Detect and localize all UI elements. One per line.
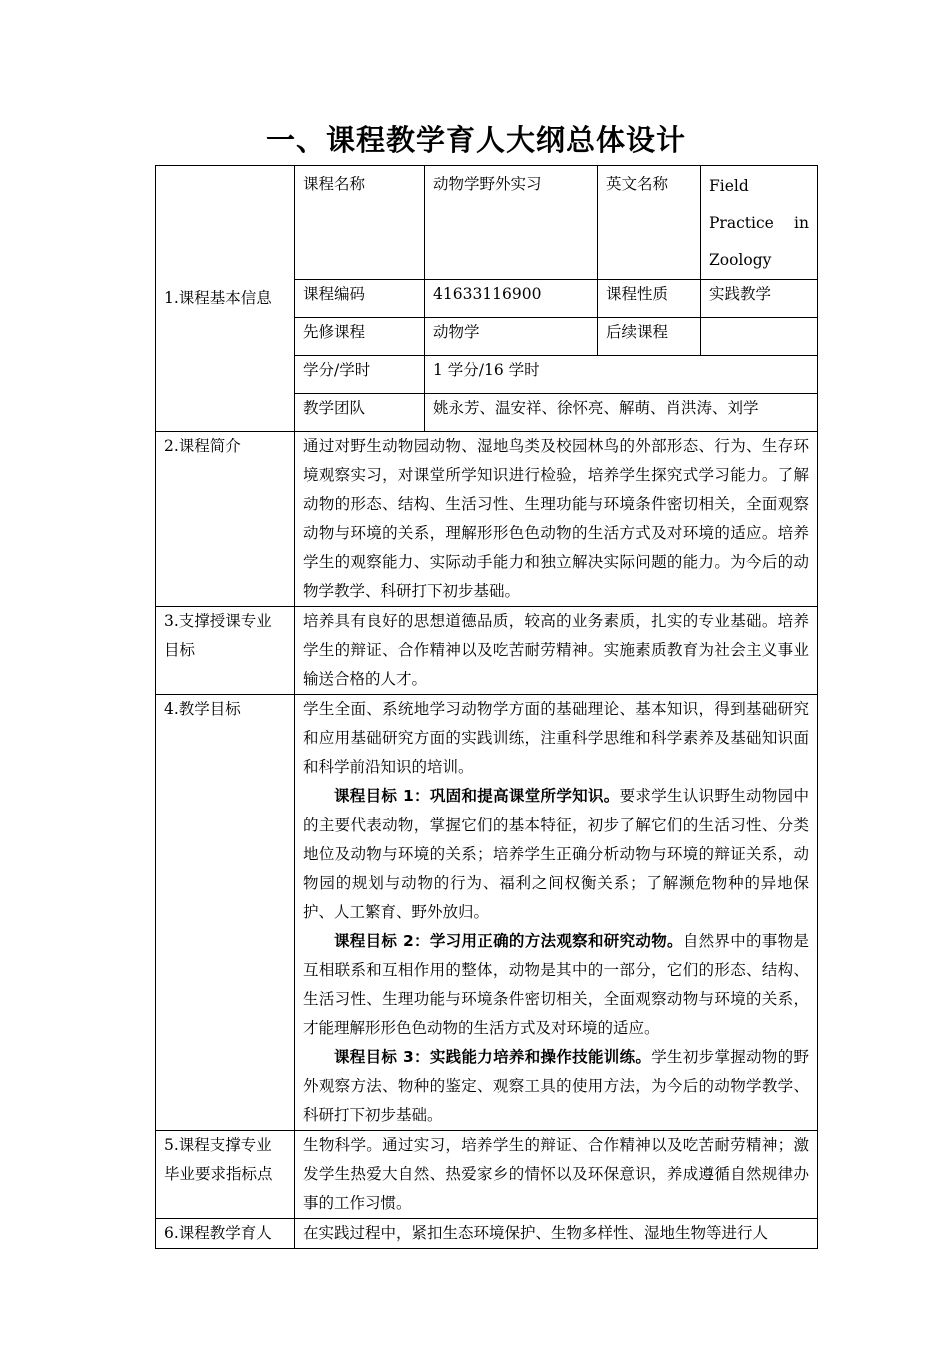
section-label-basic: 1.课程基本信息 bbox=[156, 166, 295, 432]
prereq-value: 动物学 bbox=[425, 318, 598, 356]
row-course-name bbox=[156, 166, 818, 280]
section-label-goals: 4.教学目标 bbox=[156, 695, 295, 1131]
goal-1-text: 要求学生认识野生动物园中的主要代表动物，掌握它们的基本特征，初步了解它们的生活习性、分类地位及动物与环境的关系；培养学生正确分析动物与环境的辩证关系，动物园的规划与动物的行为、福利之间权衡关系；了解濒危物种的异地保护、人工繁育、野外放归。 bbox=[303, 787, 809, 921]
goal-1 bbox=[303, 782, 809, 927]
goals-cell bbox=[295, 695, 818, 1131]
row-support bbox=[156, 607, 818, 695]
section-label-graduation: 5.课程支撑专业毕业要求指标点 bbox=[156, 1131, 295, 1219]
credits-label: 学分/学时 bbox=[295, 356, 425, 394]
goal-2-text: 自然界中的事物是互相联系和互相作用的整体，动物是其中的一部分，它们的形态、结构、生活习性、生理功能与环境条件密切相关，全面观察动物与环境的关系，才能理解形形色色动物的生活方式及对环境的适应。 bbox=[303, 932, 809, 1037]
followup-value bbox=[701, 318, 818, 356]
course-code-label: 课程编码 bbox=[295, 280, 425, 318]
course-nature-value: 实践教学 bbox=[701, 280, 818, 318]
syllabus-table bbox=[155, 165, 818, 1249]
goal-3-title: 课程目标 3：实践能力培养和操作技能训练。 bbox=[334, 1048, 652, 1066]
english-name-value: Field Practice in Zoology bbox=[701, 166, 818, 280]
english-name-label: 英文名称 bbox=[598, 166, 701, 280]
row-intro bbox=[156, 432, 818, 607]
support-text: 培养具有良好的思想道德品质，较高的业务素质，扎实的专业基础。培养学生的辩证、合作精神以及吃苦耐劳精神。实施素质教育为社会主义事业输送合格的人才。 bbox=[295, 607, 818, 695]
prereq-label: 先修课程 bbox=[295, 318, 425, 356]
course-code-value: 41633116900 bbox=[425, 280, 598, 318]
goal-2 bbox=[303, 927, 809, 1043]
course-nature-label: 课程性质 bbox=[598, 280, 701, 318]
team-value: 姚永芳、温安祥、徐怀亮、解萌、肖洪涛、刘学 bbox=[425, 394, 818, 432]
section-label-support: 3.支撑授课专业目标 bbox=[156, 607, 295, 695]
goal-2-title: 课程目标 2：学习用正确的方法观察和研究动物。 bbox=[334, 932, 683, 950]
intro-text: 通过对野生动物园动物、湿地鸟类及校园林鸟的外部形态、行为、生存环境观察实习，对课堂所学知识进行检验，培养学生探究式学习能力。了解动物的形态、结构、生活习性、生理功能与环境条件密切相关，全面观察动物与环境的关系，理解形形色色动物的生活方式及对环境的适应。培养学生的观察能力、实际动手能力和独立解决实际问题的能力。为今后的动物学教学、科研打下初步基础。 bbox=[295, 432, 818, 607]
graduation-text: 生物科学。通过实习，培养学生的辩证、合作精神以及吃苦耐劳精神；激发学生热爱大自然、热爱家乡的情怀以及环保意识，养成遵循自然规律办事的工作习惯。 bbox=[295, 1131, 818, 1219]
followup-label: 后续课程 bbox=[598, 318, 701, 356]
team-label: 教学团队 bbox=[295, 394, 425, 432]
section-label-education: 6.课程教学育人 bbox=[156, 1219, 295, 1249]
row-education bbox=[156, 1219, 818, 1249]
goals-intro: 学生全面、系统地学习动物学方面的基础理论、基本知识，得到基础研究和应用基础研究方面的实践训练，注重科学思维和科学素养及基础知识面和科学前沿知识的培训。 bbox=[303, 700, 809, 776]
row-graduation bbox=[156, 1131, 818, 1219]
course-name-value: 动物学野外实习 bbox=[425, 166, 598, 280]
goal-1-title: 课程目标 1：巩固和提高课堂所学知识。 bbox=[334, 787, 620, 805]
section-label-intro: 2.课程简介 bbox=[156, 432, 295, 607]
education-text: 在实践过程中，紧扣生态环境保护、生物多样性、湿地生物等进行人 bbox=[295, 1219, 818, 1249]
course-name-label: 课程名称 bbox=[295, 166, 425, 280]
credits-value: 1 学分/16 学时 bbox=[425, 356, 818, 394]
goal-3 bbox=[303, 1043, 809, 1130]
page-title: 一、课程教学育人大纲总体设计 bbox=[265, 123, 686, 157]
goal-3-text: 学生初步掌握动物的野外观察方法、物种的鉴定、观察工具的使用方法，为今后的动物学教学、科研打下初步基础。 bbox=[303, 1048, 809, 1124]
row-goals bbox=[156, 695, 818, 1131]
